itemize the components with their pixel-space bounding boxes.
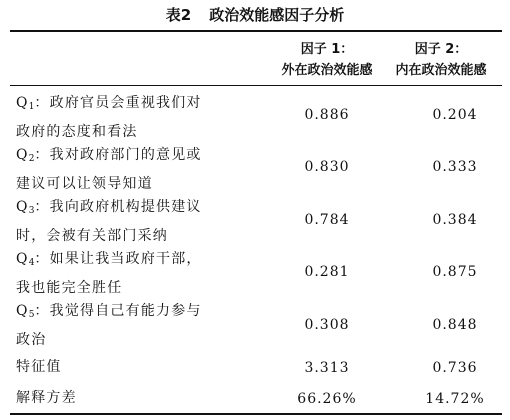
factor1-eigenvalue: 3.313 [304,360,350,376]
factor1-header-line2: 外在政治效能感 [281,63,373,78]
table-row-q4 [10,247,502,299]
factor2-header-line2: 内在政治效能感 [395,63,487,78]
factor2-loading: 0.875 [432,264,478,280]
item-label: $Q_1$：政府官员会重视我们对 政府的态度和看法 [16,95,202,140]
header-rule [10,85,502,86]
item-label: $Q_2$：我对政府部门的意见或 建议可以让领导知道 [16,147,202,192]
factor2-loading: 0.333 [432,159,478,175]
bottom-rule [10,413,502,415]
factor1-loading: 0.830 [304,159,350,175]
top-rule [10,30,502,32]
table-row-q2 [10,143,502,195]
table-row-q1 [10,91,502,143]
factor1-header-line1: 因子 1： [300,42,354,57]
eigenvalue-label: 特征值 [16,359,62,375]
factor1-loading: 0.886 [304,107,350,123]
item-label: $Q_4$：如果让我当政府干部， 我也能完全胜任 [16,251,202,296]
factor1-loading: 0.308 [304,317,350,333]
table-row-q3 [10,195,502,247]
table-caption [0,5,510,25]
table-title: 政治效能感因子分析 [209,6,345,24]
factor2-eigenvalue: 0.736 [432,360,478,376]
table-row-variance [10,386,502,412]
factor2-variance: 14.72% [425,391,485,407]
factor2-loading: 0.204 [432,107,478,123]
factor1-header [262,39,392,81]
factor1-loading: 0.281 [304,264,350,280]
factor2-loading: 0.384 [432,212,478,228]
factor2-loading: 0.848 [432,317,478,333]
variance-label: 解释方差 [16,390,77,406]
table-number: 表2 [165,6,192,24]
factor1-loading: 0.784 [304,212,350,228]
factor2-header-line1: 因子 2： [414,42,468,57]
table-row-eigenvalue [10,355,502,383]
factor2-header [376,39,506,81]
item-label: $Q_3$：我向政府机构提供建议 时，会被有关部门采纳 [16,199,202,244]
factor1-variance: 66.26% [297,391,357,407]
table-row-q5 [10,299,502,351]
item-label: $Q_5$：我觉得自己有能力参与 政治 [16,303,202,348]
